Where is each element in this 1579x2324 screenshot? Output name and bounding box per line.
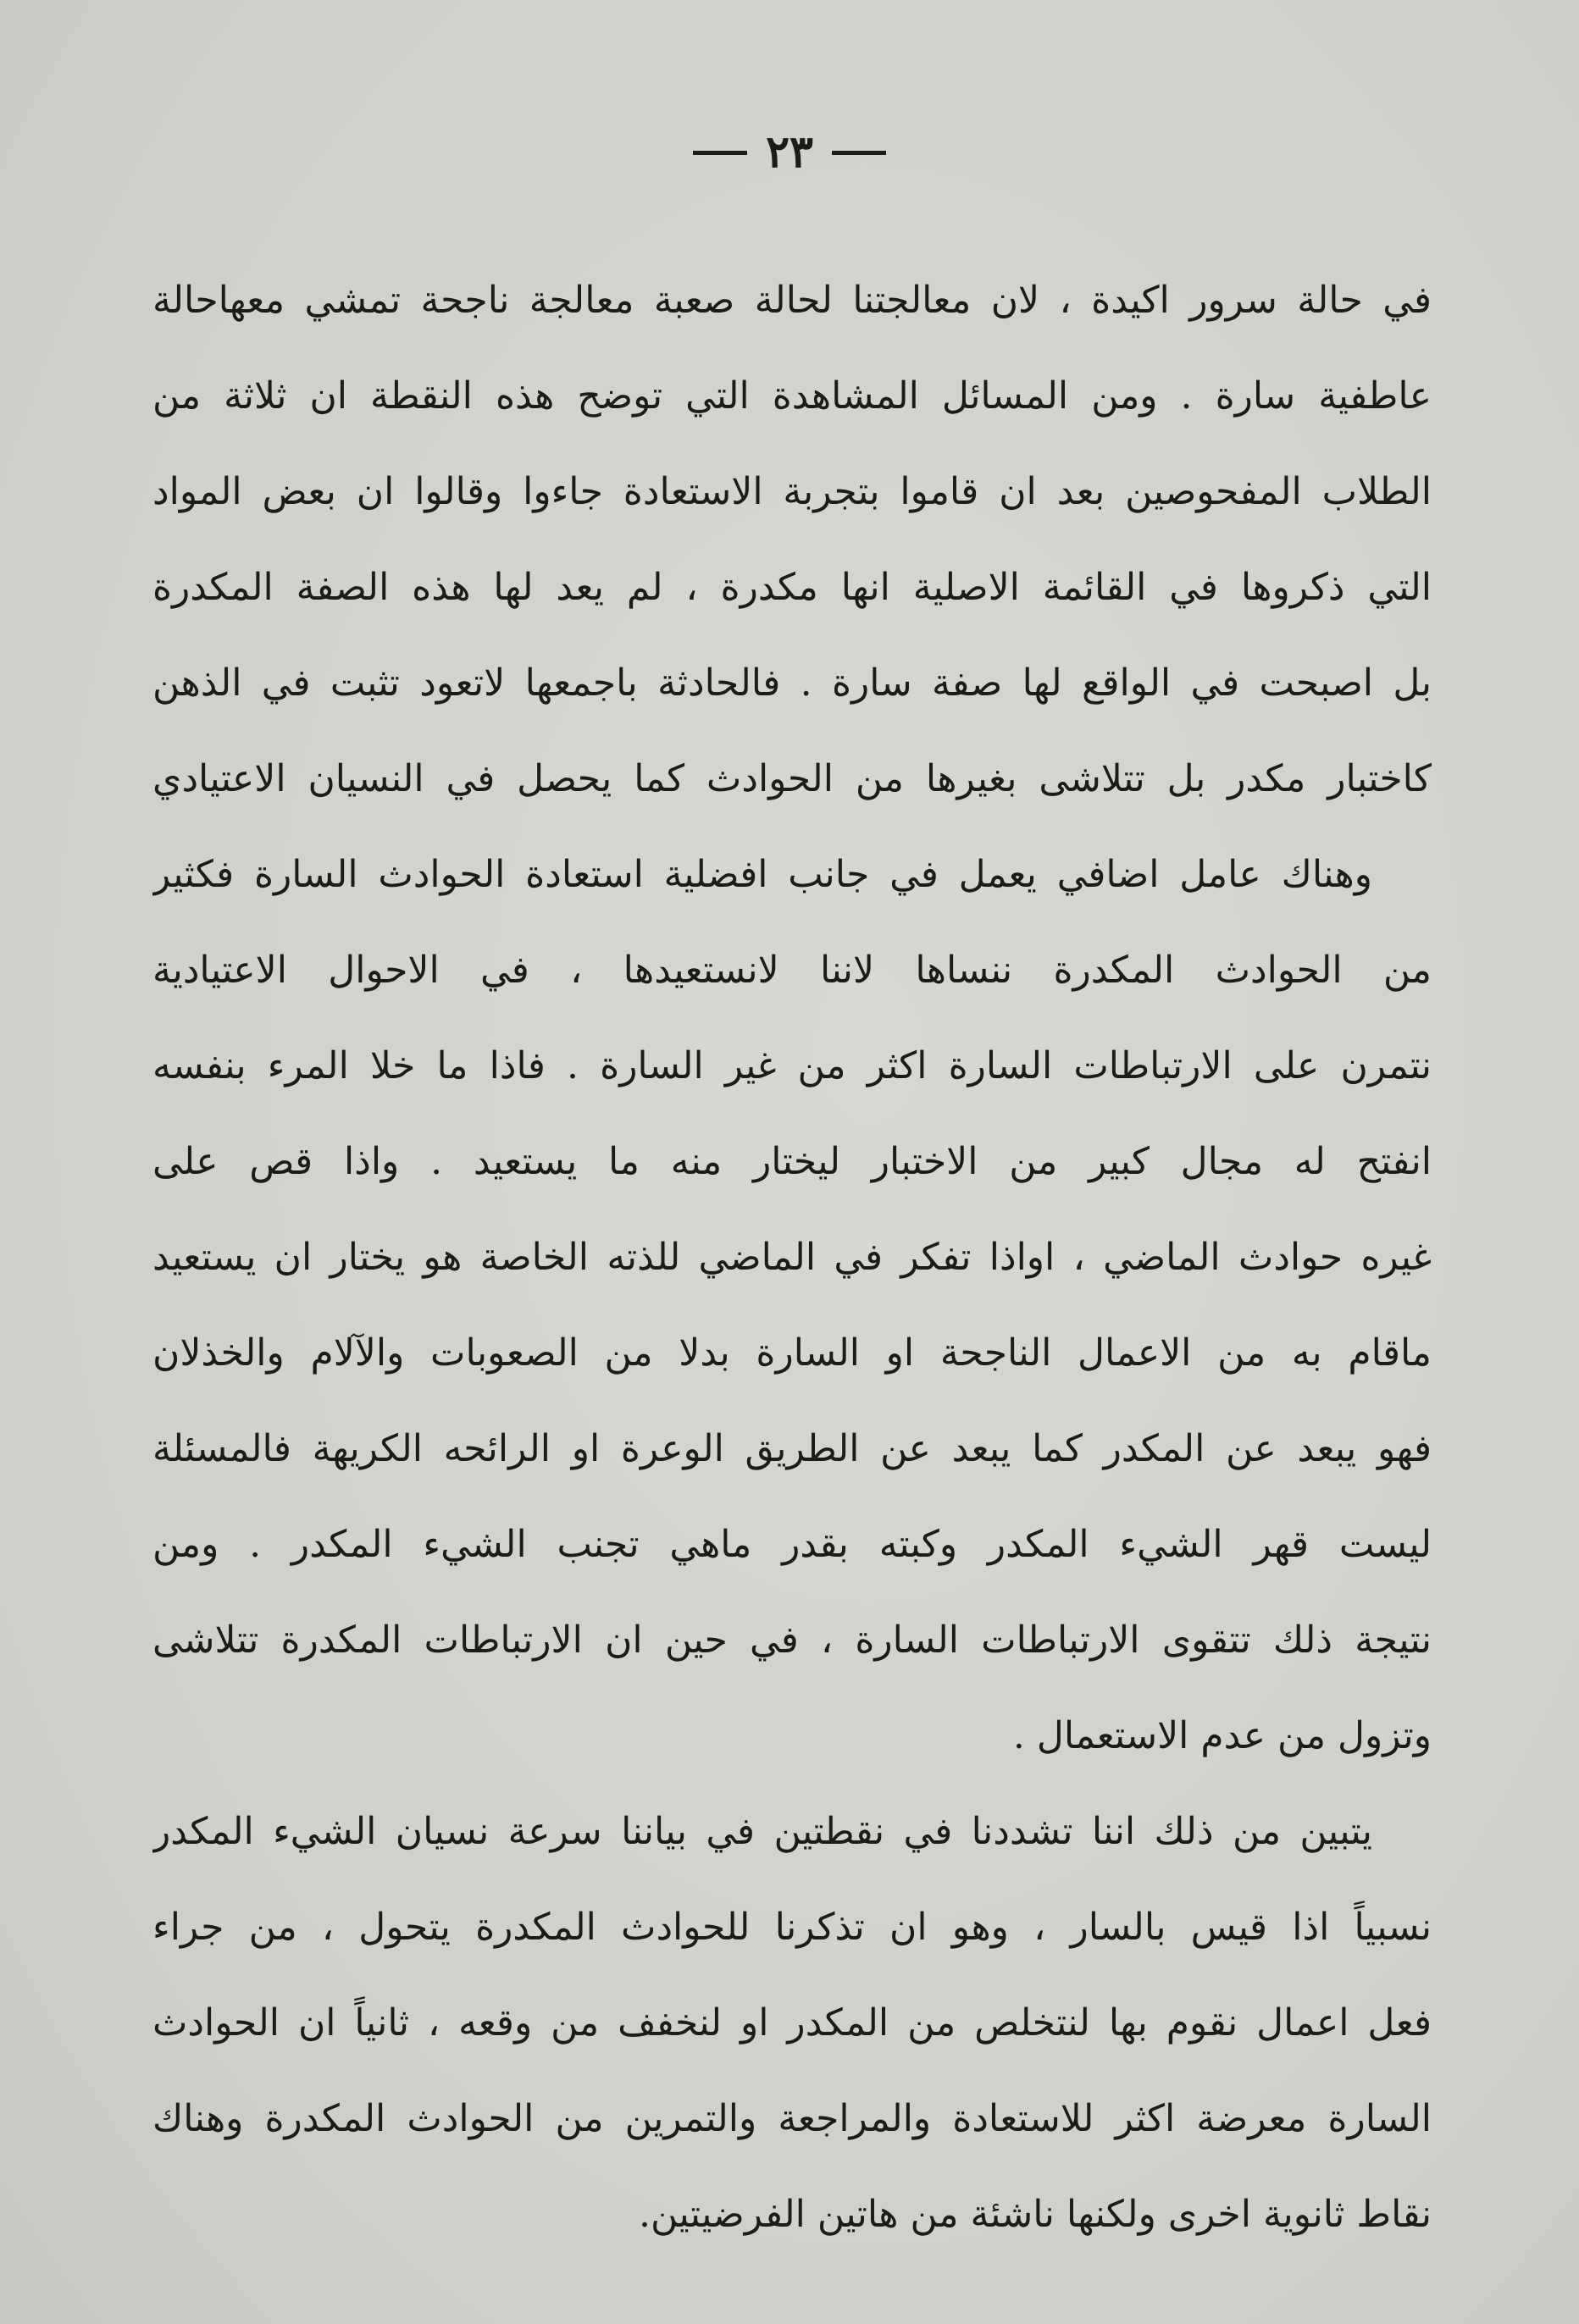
right-dash <box>832 151 886 155</box>
text-line: فعل اعمال نقوم بها لنتخلص من المكدر او لنخفف من وقعه ، ثانياً ان الحوادث <box>152 2001 1432 2045</box>
text-line: في حالة سرور اكيدة ، لان معالجتنا لحالة صعبة معالجة ناجحة تمشي معهاحالة <box>152 279 1432 322</box>
text-line: بل اصبحت في الواقع لها صفة سارة . فالحادثة باجمعها لاتعود تثبت في الذهن <box>152 661 1432 705</box>
paragraph-1 <box>152 252 1432 827</box>
text-line: عاطفية سارة . ومن المسائل المشاهدة التي توضح هذه النقطة ان ثلاثة من <box>152 374 1432 418</box>
body-text <box>152 252 1432 2262</box>
text-line: فهو يبعد عن المكدر كما يبعد عن الطريق الوعرة او الرائحه الكريهة فالمسئلة <box>152 1427 1432 1470</box>
text-line: ماقام به من الاعمال الناجحة او السارة بدلا من الصعوبات والآلام والخذلان <box>152 1331 1432 1375</box>
paragraph-2 <box>152 827 1432 1784</box>
text-line: من الحوادث المكدرة ننساها لاننا لانستعيدها ، في الاحوال الاعتيادية <box>152 949 1432 992</box>
text-line: يتبين من ذلك اننا تشددنا في نقطتين في بياننا سرعة نسيان الشيء المكدر <box>152 1810 1372 1853</box>
text-line: نقاط ثانوية اخرى ولكنها ناشئة من هاتين الفرضيتين. <box>639 2193 1432 2236</box>
text-line: وتزول من عدم الاستعمال . <box>1012 1714 1432 1757</box>
text-line: السارة معرضة اكثر للاستعادة والمراجعة والتمرين من الحوادث المكدرة وهناك <box>152 2097 1432 2140</box>
text-line: وهناك عامل اضافي يعمل في جانب افضلية استعادة الحوادث السارة فكثير <box>152 853 1372 896</box>
left-dash <box>693 151 747 155</box>
text-line: نتمرن على الارتباطات السارة اكثر من غير السارة . فاذا ما خلا المرء بنفسه <box>152 1044 1432 1087</box>
text-line: غيره حوادث الماضي ، اواذا تفكر في الماضي للذته الخاصة هو يختار ان يستعيد <box>152 1236 1432 1279</box>
text-line: انفتح له مجال كبير من الاختبار ليختار منه ما يستعيد . واذا قص على <box>152 1140 1432 1183</box>
text-line: كاختبار مكدر بل تتلاشى بغيرها من الحوادث كما يحصل في النسيان الاعتيادي <box>152 757 1432 800</box>
text-line: نسبياً اذا قيس بالسار ، وهو ان تذكرنا للحوادث المكدرة يتحول ، من جراء <box>152 1906 1432 1949</box>
text-line: الطلاب المفحوصين بعد ان قاموا بتجربة الاستعادة جاءوا وقالوا ان بعض المواد <box>152 470 1432 513</box>
paragraph-3 <box>152 1784 1432 2262</box>
page-number-header <box>0 119 1579 186</box>
text-line: ليست قهر الشيء المكدر وكبته بقدر ماهي تجنب الشيء المكدر . ومن <box>152 1523 1432 1566</box>
text-line: نتيجة ذلك تتقوى الارتباطات السارة ، في حين ان الارتباطات المكدرة تتلاشى <box>152 1618 1432 1662</box>
page-number: ٢٣ <box>766 126 813 178</box>
text-line: التي ذكروها في القائمة الاصلية انها مكدرة ، لم يعد لها هذه الصفة المكدرة <box>152 566 1432 609</box>
